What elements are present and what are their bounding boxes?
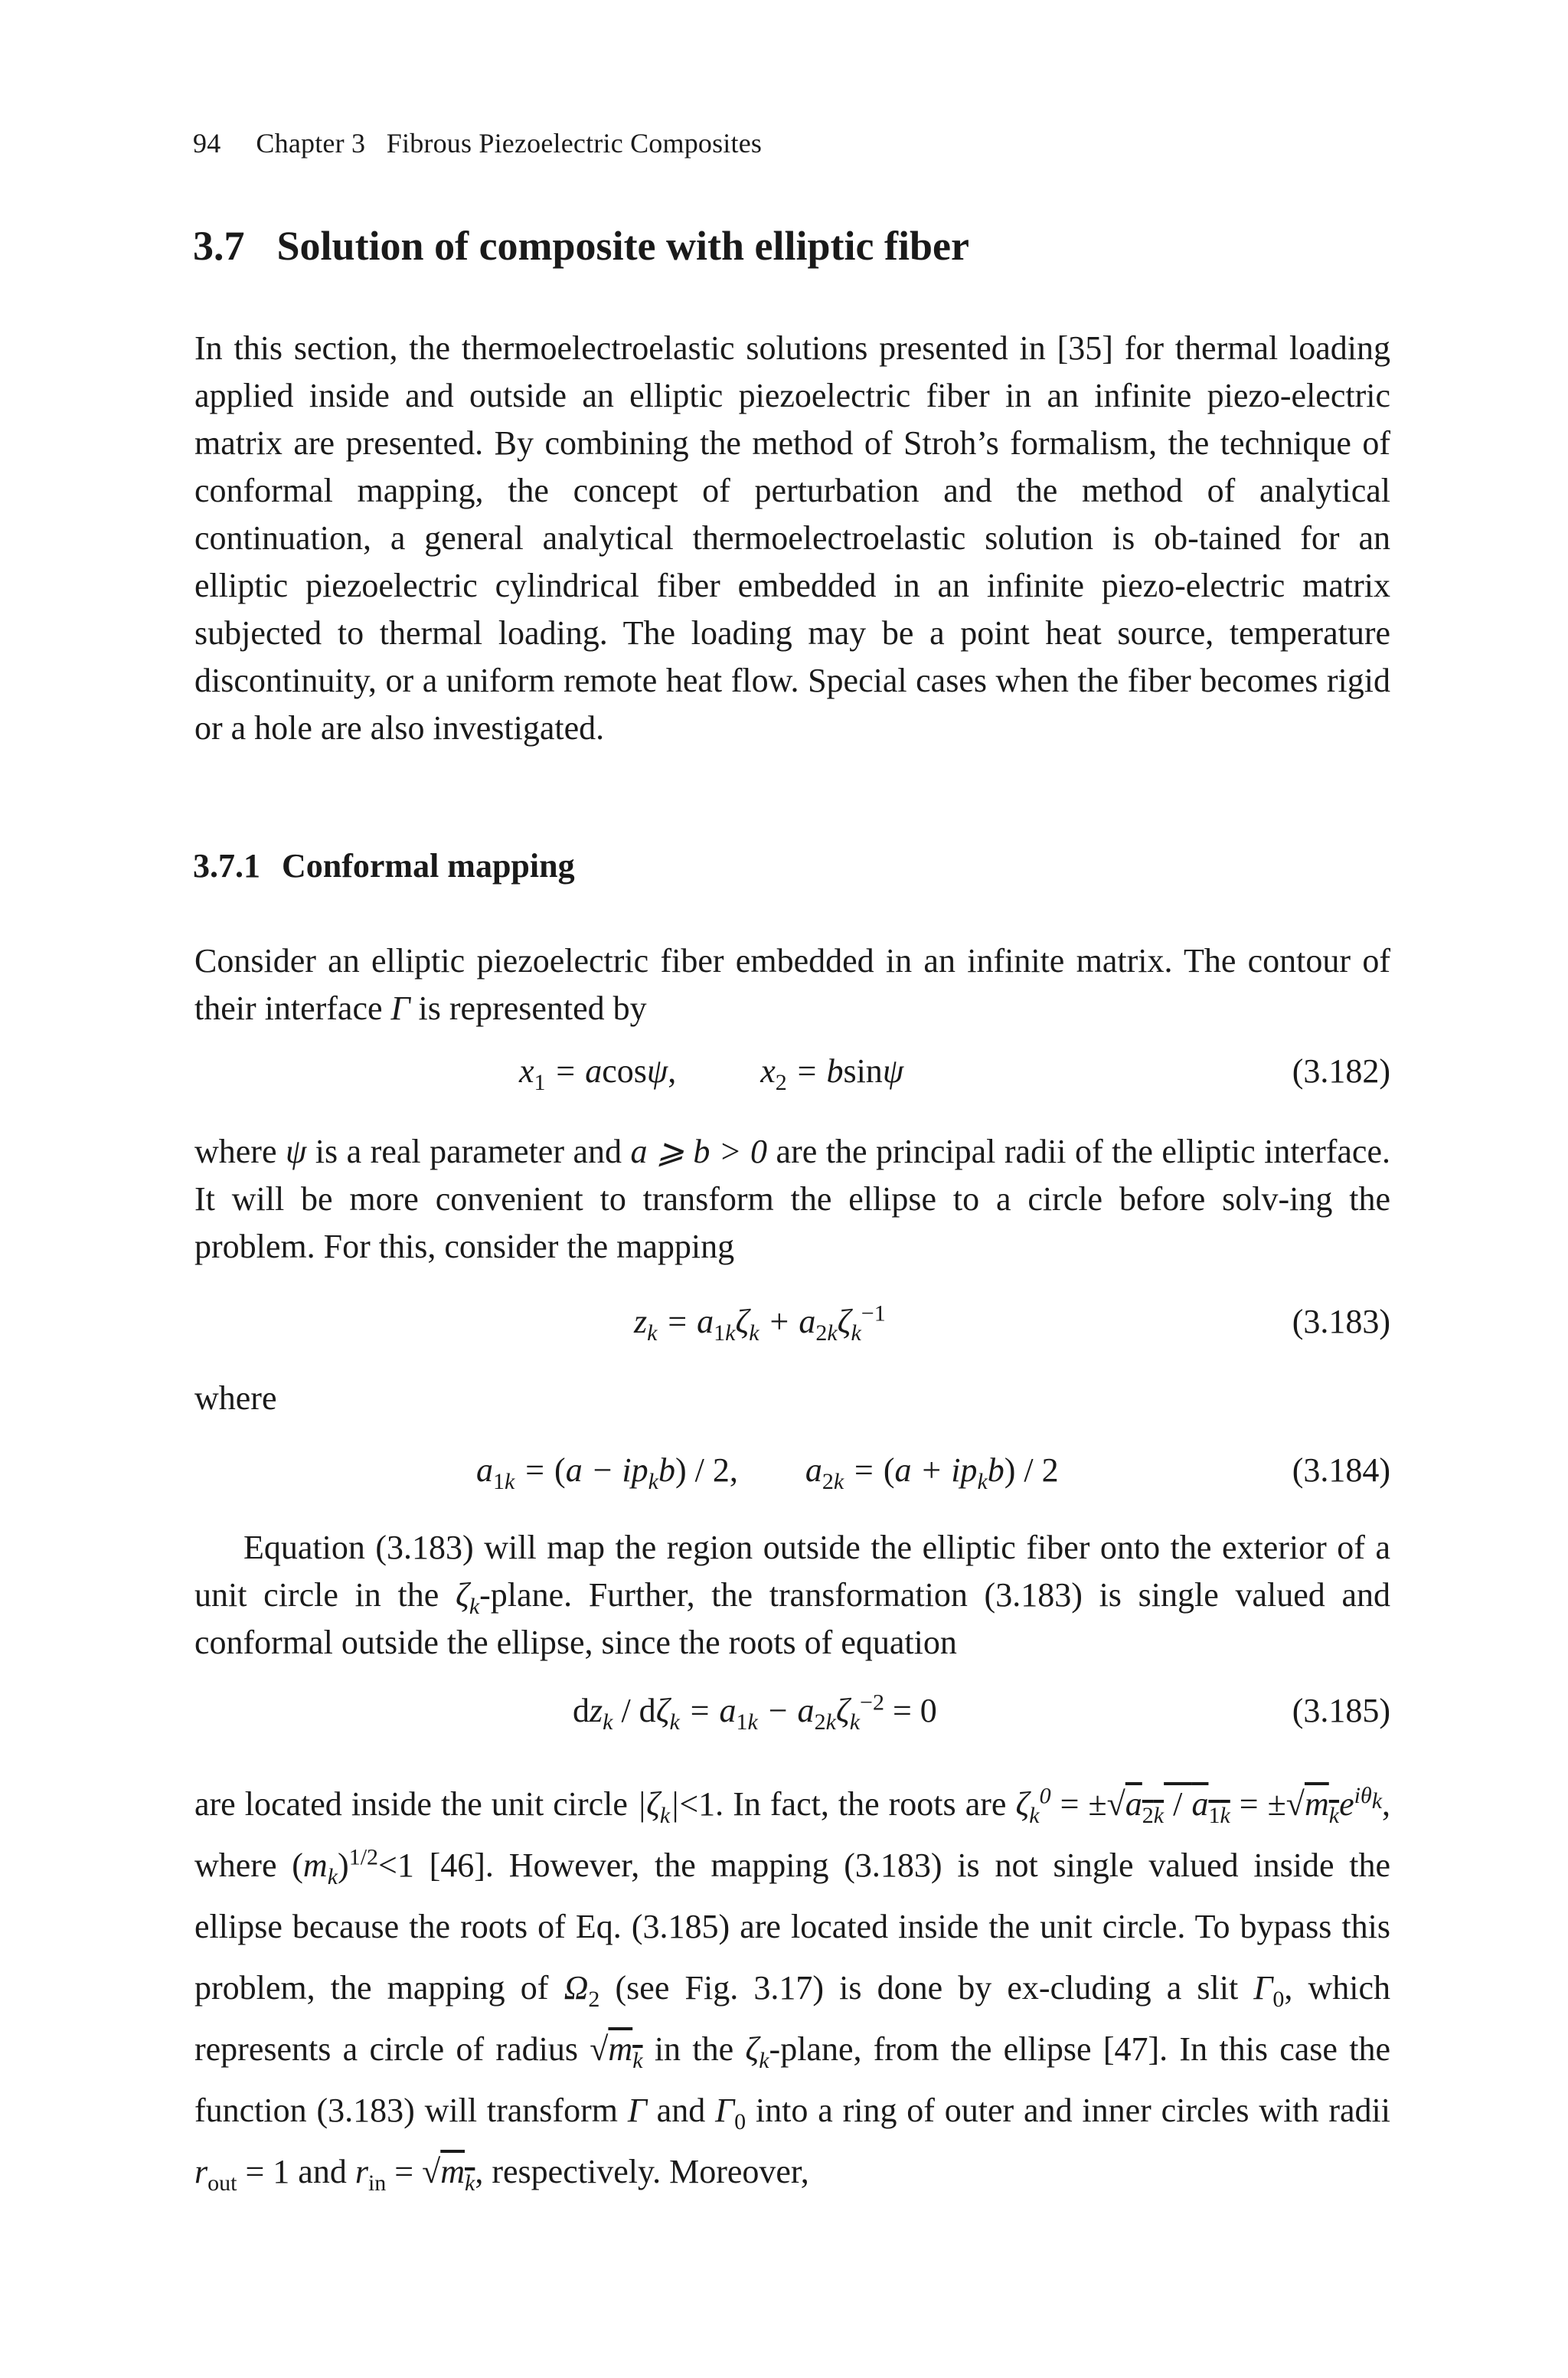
equation-number: (3.185) [1292,1692,1390,1729]
paragraph-roots: are located inside the unit circle $|\zeta_k|<1$. In fact, the roots are $\zeta_k^0 = \pm√a_{2k} / a_{1k} = \pm√m_ke^{i\theta_k}$, where $(m_k)^{1/2}<1$ [46]. However, the mapping (3.183) is not single valued inside the ellipse because the roots of Eq. (3.185) are located inside the unit circle. To bypass this problem, the mapping of $\Omega_2$ (see Fig. 3.17) is done by ex-cluding a slit $\Gamma_0$, which represents a circle of radius $√m_k$ in the $\zeta_k$-plane, from the ellipse [47]. In this case the function (3.183) will transform Γ and $\Gamma_0$ into a ring of outer and inner circles with radii $r_{out} = 1$ and $r_{in} = √m_k$, respectively. Moreover, [194,1783,1391,2196]
running-title: Chapter 3 Fibrous Piezoelectric Composites [256,128,763,159]
equation-number: (3.183) [1292,1303,1390,1340]
equation-body: $dz_k / d\zeta_k = a_{1k} - a_{2k}\zeta_k^{-2} = 0$ [573,1689,937,1735]
equation-body: $z_k = a_{1k}\zeta_k + a_{2k}\zeta_k^{-1}$ [634,1300,886,1346]
equation-3-184 [194,1451,1390,1504]
where-label: where [194,1379,277,1417]
gamma-symbol: Γ [390,989,410,1027]
equation-body: $a_{1k} = (a - ip_kb) / 2$, $a_{2k} = (a + ip_kb) / 2$ [476,1451,1059,1494]
section-heading [193,222,969,270]
equation-number: (3.184) [1292,1451,1390,1489]
running-header [193,127,762,159]
equation-body: $x_1 = acos\psi$, $x_2 = bsin\psi$ [519,1052,904,1095]
paragraph-equation-3-183: Equation (3.183) will map the region outside the elliptic fiber onto the exterior of a unit circle in the $\zeta_k$-plane. Further, the transformation (3.183) is single valued and conformal outside the ellipse, since the roots of equation [194,1529,1390,1661]
subsection-heading [193,846,575,885]
section-number: 3.7 [193,223,245,269]
page-number: 94 [193,128,221,159]
intro-paragraph: In this section, the thermoelectroelastic solutions presented in [35] for thermal loading applied inside and outside an elliptic piezoelectric fiber in an infinite piezo-electric matrix are presented. By combining the method of Stroh’s formalism, the technique of conformal mapping, the concept of perturbation and the method of analytical continuation, a general analytical thermoelectroelastic solution is ob-tained for an elliptic piezoelectric cylindrical fiber embedded in an infinite piezo-electric matrix subjected to thermal loading. The loading may be a point heat source, temperature discontinuity, or a uniform remote heat flow. Special cases when the fiber becomes rigid or a hole are also investigated. [194,329,1390,747]
subsection-number: 3.7.1 [193,847,260,885]
paragraph-where-psi: where ψ is a real parameter and a ⩾ b > 0 are the principal radii of the elliptic interface. It will be more convenient to transform the ellipse to a circle before solv-ing the problem. For this, consider the mapping [194,1133,1390,1265]
paragraph-consider: Consider an elliptic piezoelectric fiber embedded in an infinite matrix. The contour of their interface Γ is represented by [194,942,1390,1027]
equation-3-183 [194,1302,1390,1356]
equation-number: (3.182) [1292,1052,1390,1090]
section-title: Solution of composite with elliptic fiber [276,223,969,269]
equation-3-185 [194,1691,1390,1745]
equation-3-182 [194,1052,1390,1105]
subsection-title: Conformal mapping [282,847,575,885]
